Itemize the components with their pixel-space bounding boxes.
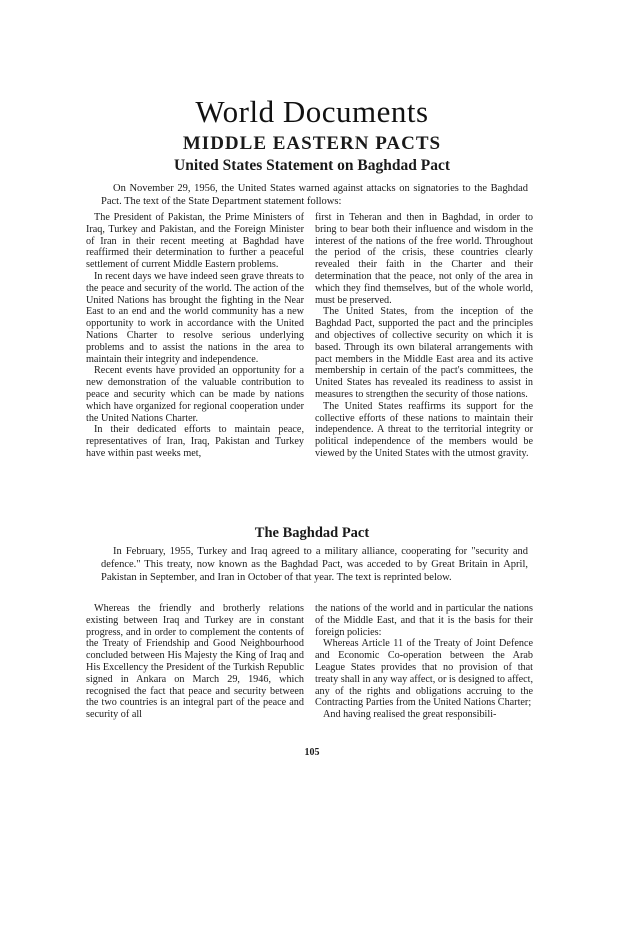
paragraph: Recent events have provided an opportunity for a new demonstration of the valuable contribution to peace and security which can be made by nations which have organized for regional cooperation under the United Nations Charter. [86, 365, 304, 424]
paragraph: The United States, from the inception of the Baghdad Pact, supported the pact and the principles and objectives of collective security on which it is based. Through its own bilateral arrangements with pact members in the Middle East area and its active membership in certain of the pact's committees, the United States has revealed its readiness to assist in measures to strengthen the security of those nations. [315, 306, 533, 400]
pact-intro [101, 545, 528, 584]
paragraph: In recent days we have indeed seen grave threats to the peace and security of the world. The action of the United Nations has brought the fighting in the Near East to an end and the world community has a new opportunity to work in accordance with the United Nations Charter to resolve serious underlying problems and to assist the nations in the area to maintain their integrity and independence. [86, 270, 304, 365]
page-title: World Documents [195, 94, 429, 129]
pact-right-column [315, 603, 533, 721]
statement-left-column [86, 212, 304, 460]
statement-intro [101, 182, 528, 208]
paragraph: the nations of the world and in particular the nations of the Middle East, and that it is the basis for their foreign policies: [315, 603, 533, 638]
pact-left-column [86, 603, 304, 721]
pact-intro-text: In February, 1955, Turkey and Iraq agreed to a military alliance, cooperating for "security and defence." This treaty, now known as the Baghdad Pact, was acceded to by Great Britain in April, Pakistan in September, and Iran in October of that year. The text is reprinted below. [101, 546, 528, 583]
paragraph: first in Teheran and then in Baghdad, in order to bring to bear both their influence and wisdom in the interest of the nations of the free world. Throughout the period of the crisis, these countries clearly revealed their faith in the Charter and their determination that the peace, not only of the area in which they find themselves, but of the whole world, must be preserved. [315, 212, 533, 306]
statement-heading: United States Statement on Baghdad Pact [174, 157, 450, 174]
paragraph: Whereas Article 11 of the Treaty of Joint Defence and Economic Co-operation between the Arab League States provides that no provision of that treaty shall in any way affect, or is designed to affect, any of the rights and obligations accruing to the Contracting Parties from the United Nations Charter; [315, 638, 534, 709]
paragraph: And having realised the great responsibili- [323, 709, 497, 721]
page-number: 105 [304, 747, 320, 758]
paragraph: The United States reaffirms its support for the collective efforts of these nations to maintain their independence. A threat to the territorial integrity or political independence of the members would be viewed by the United States with the utmost gravity. [315, 400, 533, 459]
paragraph: In their dedicated efforts to maintain peace, representatives of Iran, Iraq, Pakistan and Turkey have within past weeks met, [86, 424, 304, 459]
statement-intro-text: On November 29, 1956, the United States warned against attacks on signatories to the Baghdad Pact. The text of the State Department statement follows: [101, 183, 528, 207]
paragraph: The President of Pakistan, the Prime Ministers of Iraq, Turkey and Pakistan, and the Foreign Minister of Iran in their recent meeting at Baghdad have reaffirmed their determination to further a peaceful settlement of current Middle Eastern problems. [86, 212, 304, 271]
paragraph: Whereas the friendly and brotherly relations existing between Iraq and Turkey are in constant progress, and in order to complement the contents of the Treaty of Friendship and Good Neighbourhood concluded between His Majesty the King of Iraq and His Excellency the President of the Turkish Republic signed in Ankara on March 29, 1946, which recognised the fact that peace and security between the two countries is an integral part of the peace and security of all [86, 603, 304, 721]
statement-right-column [315, 212, 533, 460]
pact-heading: The Baghdad Pact [254, 525, 370, 541]
section-title: MIDDLE EASTERN PACTS [182, 133, 442, 154]
